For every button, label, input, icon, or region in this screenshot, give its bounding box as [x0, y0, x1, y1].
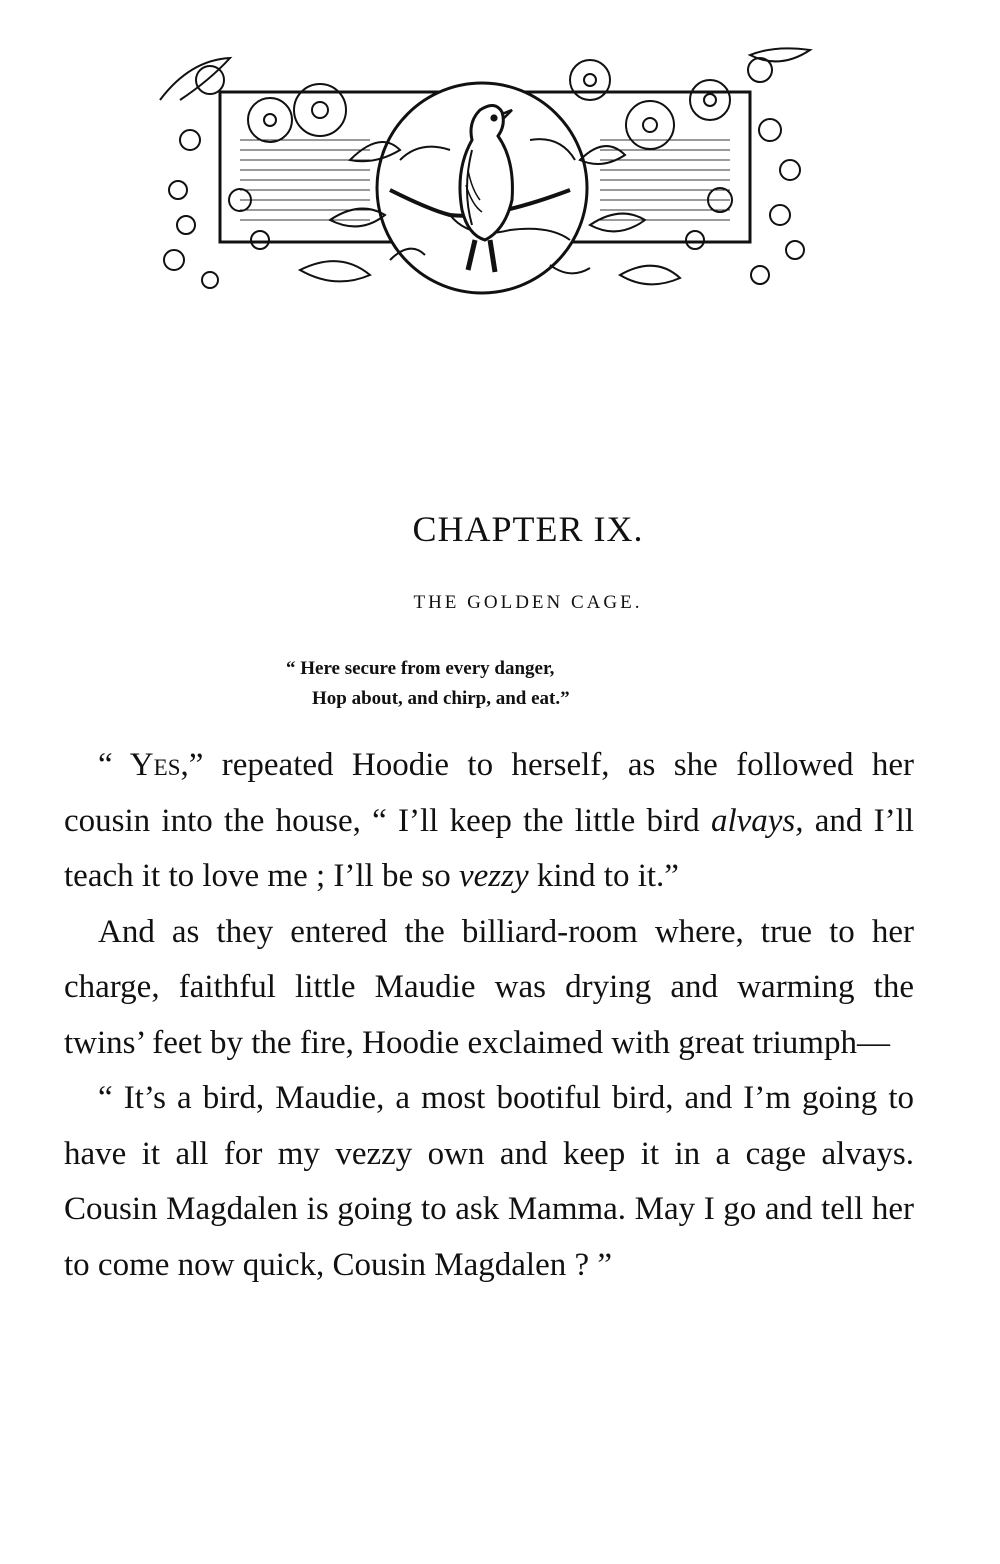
chapter-subtitle: THE GOLDEN CAGE.: [413, 592, 643, 613]
paragraph-1-emphasis-vezzy: vezzy: [458, 858, 529, 894]
chapter-body: [64, 738, 914, 1293]
paragraph-1-text-b: and I’ll teach it to love me ; I’ll be so: [64, 802, 914, 894]
paragraph-1-emphasis-alvays: alvays,: [710, 802, 804, 839]
paragraph-1-smallcaps: es: [153, 747, 181, 783]
paragraph-1-text-a: ,” repeated Hoodie to herself, as she followed her cousin into the house, “ I’ll keep the little bird: [64, 747, 914, 839]
epigraph: [286, 654, 570, 714]
floral-bird-headpiece-icon: [150, 40, 820, 300]
paragraph-1-open: “ Y: [98, 747, 154, 783]
epigraph-line-2: Hop about, and chirp, and eat.”: [312, 688, 570, 709]
paragraph-2: And as they entered the billiard-room where, true to her charge, faithful little Maudie was drying and warming the twins’ feet by the fire, Hoodie exclaimed with great triumph—: [64, 913, 914, 1061]
paragraph-1-text-c: kind to it.”: [528, 858, 679, 894]
epigraph-line-1: “ Here secure from every danger,: [286, 658, 555, 679]
chapter-title: CHAPTER IX.: [412, 509, 644, 549]
paragraph-3: “ It’s a bird, Maudie, a most bootiful bird, and I’m going to have it all for my vezzy own and keep it in a cage alvays. Cousin Magdalen is going to ask Mamma. May I go and tell her to come now quick, Cousin Magdalen ? ”: [64, 1080, 914, 1283]
paragraph-1: [64, 738, 914, 905]
